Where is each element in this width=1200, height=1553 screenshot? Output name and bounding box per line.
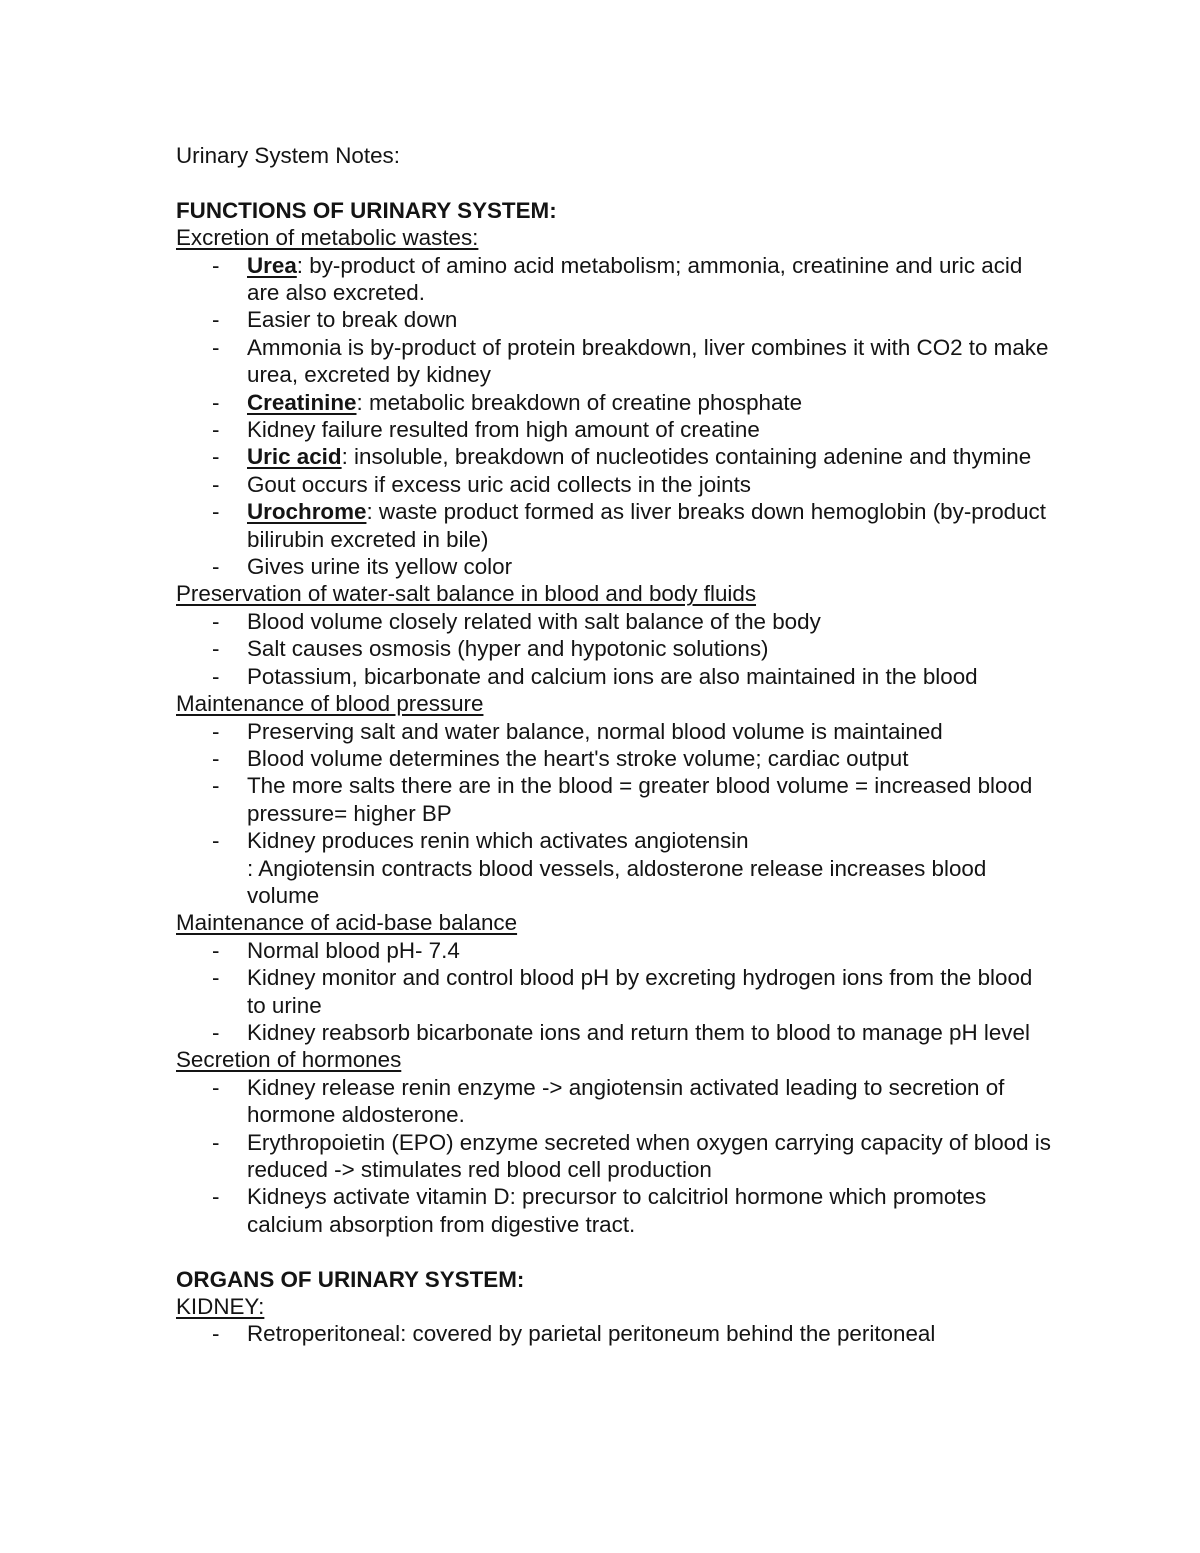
bullet-dash: - (212, 252, 220, 278)
bullet-dash: - (212, 471, 220, 497)
bullet-dash: - (212, 745, 220, 771)
list-item (176, 389, 1056, 416)
spacer (176, 1238, 1056, 1265)
item-text: Retroperitoneal: covered by parietal peritoneum behind the peritoneal (247, 1321, 936, 1347)
list-item (176, 1019, 1056, 1046)
list-item (176, 663, 1056, 690)
item-text: Gout occurs if excess uric acid collects in the joints (247, 471, 751, 497)
bullet-list (176, 608, 1056, 690)
bullet-dash: - (212, 1019, 220, 1045)
bullet-list (176, 937, 1056, 1047)
list-item (176, 964, 1056, 1019)
item-text: Kidney reabsorb bicarbonate ions and return them to blood to manage pH level (247, 1019, 1030, 1045)
item-text: Normal blood pH- 7.4 (247, 937, 460, 963)
list-item (176, 334, 1056, 389)
section-heading: KIDNEY: (176, 1294, 265, 1320)
bullet-dash: - (212, 663, 220, 689)
bullet-dash: - (212, 773, 220, 799)
item-text: : waste product formed as liver breaks down hemoglobin (by-product bilirubin excreted in bile) (247, 499, 1046, 552)
item-text: : by-product of amino acid metabolism; ammonia, creatinine and uric acid are also excreted. (247, 252, 1023, 306)
item-text: Ammonia is by-product of protein breakdown, liver combines it with CO2 to make urea, excreted by kidney (247, 334, 1049, 388)
section-heading: Maintenance of acid-base balance (176, 910, 518, 936)
bullet-dash: - (212, 937, 220, 963)
list-item (176, 1320, 1056, 1347)
list-item (176, 1183, 1056, 1238)
list-item (176, 553, 1056, 580)
list-item (176, 252, 1056, 307)
bullet-dash: - (212, 636, 220, 662)
list-item (176, 718, 1056, 745)
bullet-dash: - (212, 965, 220, 991)
item-text: Blood volume determines the heart's stroke volume; cardiac output (247, 745, 909, 771)
section-heading: Secretion of hormones (176, 1047, 402, 1073)
item-text: The more salts there are in the blood = greater blood volume = increased blood pressure= higher BP (247, 773, 1033, 826)
spacer (176, 169, 1056, 196)
functions-heading: FUNCTIONS OF URINARY SYSTEM: (176, 197, 557, 223)
bullet-list (176, 1320, 1056, 1347)
item-text: Salt causes osmosis (hyper and hypotonic solutions) (247, 636, 769, 662)
organs-sections (176, 1293, 1056, 1348)
key-term: Uric acid (247, 444, 342, 470)
item-text: Preserving salt and water balance, normal blood volume is maintained (247, 718, 943, 744)
document-page (176, 142, 1056, 1348)
bullet-dash: - (212, 1074, 220, 1100)
list-item (176, 498, 1056, 553)
list-item (176, 443, 1056, 470)
list-item (176, 827, 1056, 909)
key-term: Creatinine (247, 389, 357, 415)
bullet-list (176, 1074, 1056, 1238)
bullet-dash: - (212, 389, 220, 415)
list-item (176, 635, 1056, 662)
list-item (176, 416, 1056, 443)
list-item (176, 1074, 1056, 1129)
list-item (176, 745, 1056, 772)
bullet-dash: - (212, 499, 220, 525)
organs-heading: ORGANS OF URINARY SYSTEM: (176, 1266, 525, 1292)
bullet-dash: - (212, 1321, 220, 1347)
bullet-list (176, 252, 1056, 581)
section-heading: Preservation of water-salt balance in blood and body fluids (176, 581, 757, 607)
list-item (176, 1129, 1056, 1184)
item-text: Erythropoietin (EPO) enzyme secreted when oxygen carrying capacity of blood is reduced -> stimulates red blood cell production (247, 1129, 1051, 1183)
functions-sections (176, 224, 1056, 1238)
section-heading: Maintenance of blood pressure (176, 691, 484, 717)
bullet-dash: - (212, 417, 220, 443)
bullet-dash: - (212, 828, 220, 854)
page-title: Urinary System Notes: (176, 143, 400, 168)
key-term: Urochrome (247, 499, 367, 525)
key-term: Urea (247, 252, 297, 278)
bullet-dash: - (212, 1129, 220, 1155)
bullet-dash: - (212, 608, 220, 634)
list-item (176, 772, 1056, 827)
item-text: Potassium, bicarbonate and calcium ions are also maintained in the blood (247, 663, 978, 689)
item-text: Blood volume closely related with salt balance of the body (247, 608, 821, 634)
item-continuation: : Angiotensin contracts blood vessels, aldosterone release increases blood volume (247, 855, 987, 908)
item-text: Gives urine its yellow color (247, 554, 513, 580)
bullet-list (176, 718, 1056, 910)
bullet-dash: - (212, 307, 220, 333)
list-item (176, 937, 1056, 964)
item-text: : insoluble, breakdown of nucleotides containing adenine and thymine (341, 444, 1032, 470)
list-item (176, 471, 1056, 498)
bullet-dash: - (212, 334, 220, 360)
list-item (176, 306, 1056, 333)
item-text: Kidney release renin enzyme -> angiotensin activated leading to secretion of hormone aldosterone. (247, 1074, 1005, 1128)
item-text: : metabolic breakdown of creatine phosphate (356, 389, 803, 415)
bullet-dash: - (212, 718, 220, 744)
bullet-dash: - (212, 1184, 220, 1210)
bullet-dash: - (212, 554, 220, 580)
item-text: Kidney produces renin which activates angiotensin (247, 828, 749, 854)
section-heading: Excretion of metabolic wastes: (176, 225, 479, 251)
item-text: Kidney monitor and control blood pH by excreting hydrogen ions from the blood to urine (247, 965, 1033, 1018)
item-text: Kidneys activate vitamin D: precursor to calcitriol hormone which promotes calcium absorption from digestive tract. (247, 1184, 987, 1237)
list-item (176, 608, 1056, 635)
bullet-dash: - (212, 444, 220, 470)
item-text: Kidney failure resulted from high amount of creatine (247, 417, 760, 443)
item-text: Easier to break down (247, 307, 458, 333)
